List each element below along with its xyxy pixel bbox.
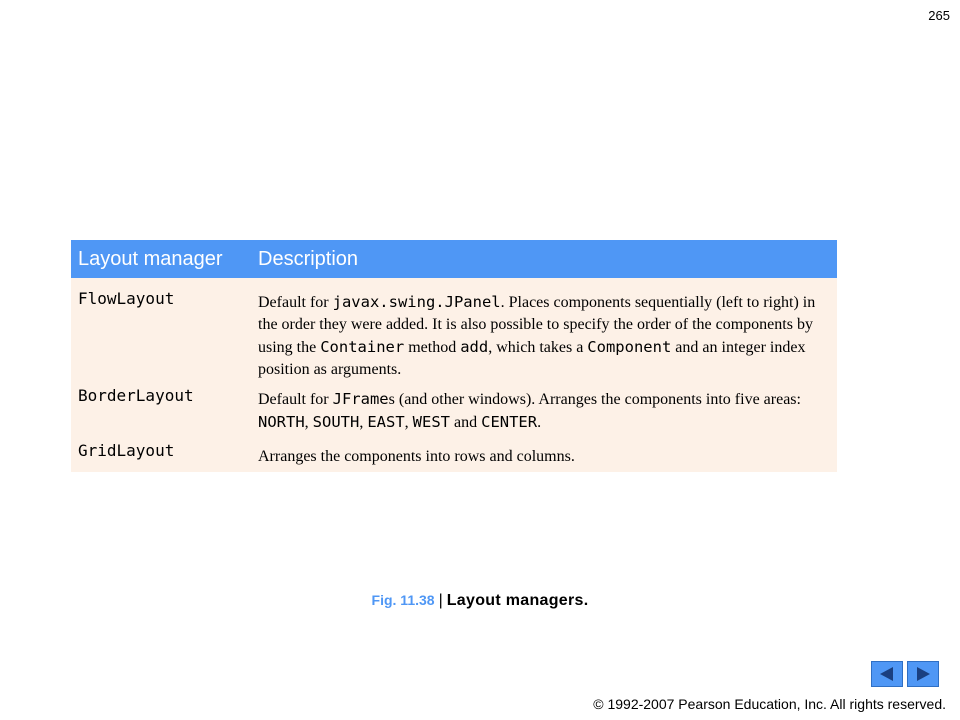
- code-term: NORTH: [258, 413, 305, 431]
- code-term: add: [460, 338, 489, 356]
- code-term: WEST: [412, 413, 450, 431]
- page-number: 265: [928, 8, 950, 23]
- row-name-flowlayout: FlowLayout: [78, 289, 175, 308]
- row-description-gridlayout: Arranges the components into rows and columns.: [258, 448, 575, 465]
- row-description-borderlayout: Default for JFrames (and other windows). Arranges the components into five areas: NORTH, SOUTH, EAST, WEST and CENTER.: [258, 390, 801, 431]
- code-term: Container: [320, 338, 405, 356]
- code-term: CENTER: [481, 413, 538, 431]
- header-description: Description: [258, 247, 359, 270]
- row-description-flowlayout: Default for javax.swing.JPanel. Places components sequentially (left to right) in the order they were added. It is also possible to specify the order of the components by using the Container method add, which takes a Component and an integer index position as arguments.: [258, 293, 816, 378]
- table-row: [71, 383, 837, 436]
- triangle-right-icon: [914, 666, 932, 682]
- code-term: Component: [587, 338, 672, 356]
- slide-navigation: [871, 661, 939, 687]
- table-header-row: [71, 240, 837, 278]
- next-slide-button[interactable]: [907, 661, 939, 687]
- figure-caption: [0, 592, 960, 610]
- figure-title: Layout managers.: [446, 592, 589, 609]
- layout-managers-table: [71, 240, 837, 472]
- row-name-gridlayout: GridLayout: [78, 441, 175, 460]
- code-term: EAST: [367, 413, 405, 431]
- header-layout-manager: Layout manager: [78, 247, 223, 270]
- figure-separator: |: [438, 592, 443, 609]
- code-term: JFrame: [332, 390, 389, 408]
- table-row: [71, 278, 837, 383]
- copyright-notice: © 1992-2007 Pearson Education, Inc. All rights reserved.: [593, 696, 946, 712]
- row-name-borderlayout: BorderLayout: [78, 386, 194, 405]
- code-term: SOUTH: [312, 413, 360, 431]
- triangle-left-icon: [878, 666, 896, 682]
- figure-label: Fig. 11.38: [371, 592, 435, 608]
- previous-slide-button[interactable]: [871, 661, 903, 687]
- code-term: javax.swing.JPanel: [332, 293, 501, 311]
- table-row: [71, 436, 837, 472]
